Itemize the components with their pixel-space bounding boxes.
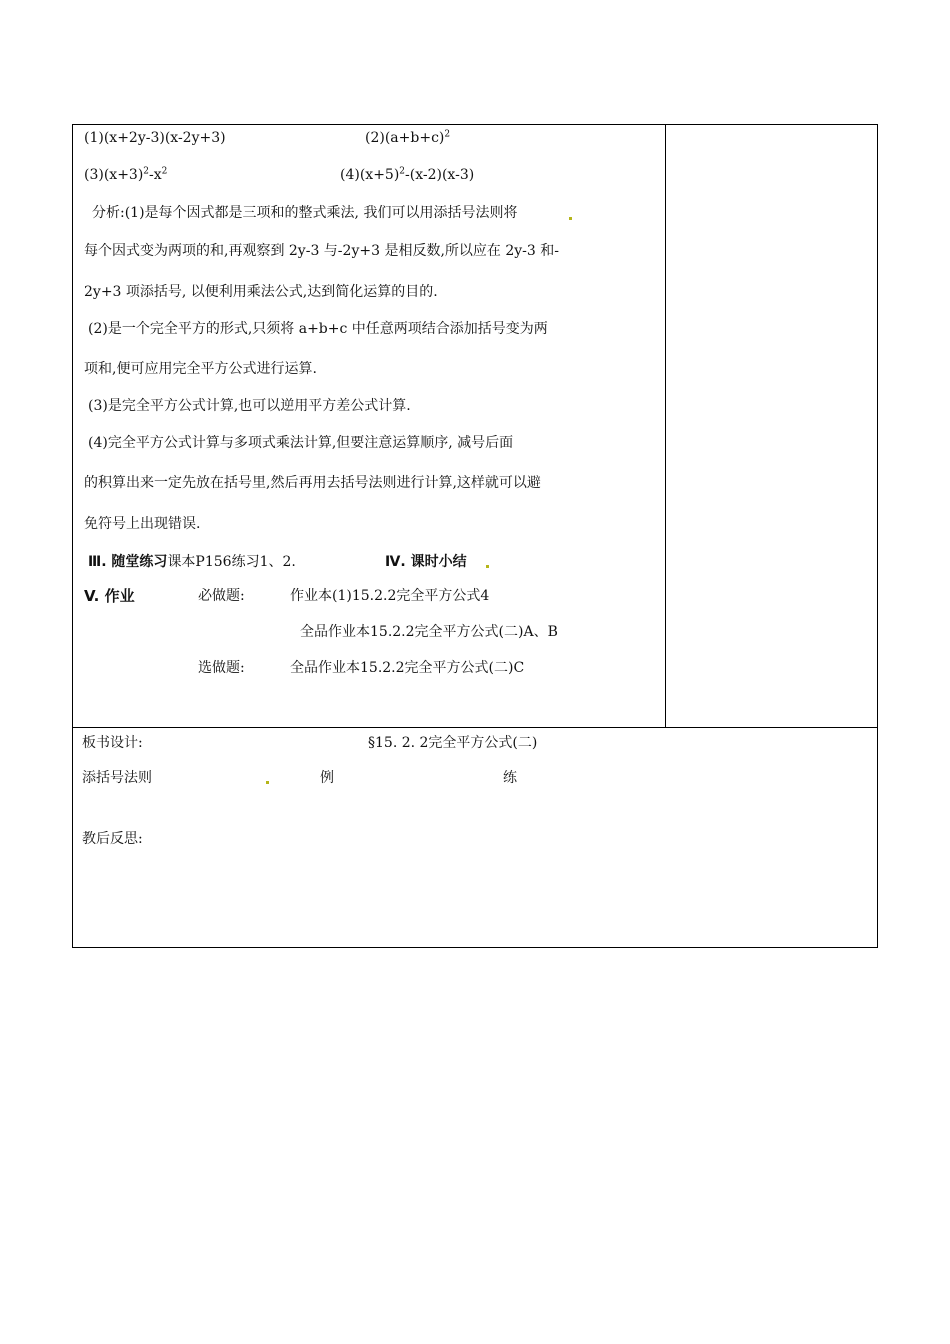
table-right-border	[877, 124, 878, 948]
column-divider	[665, 124, 666, 728]
analysis-line: 的积算出来一定先放在括号里,然后再用去括号法则进行计算,这样就可以避	[84, 475, 541, 491]
analysis-line: 免符号上出现错误.	[84, 516, 201, 532]
practice-text: 课本P156练习1、2.	[167, 554, 296, 570]
decorative-dot	[486, 565, 489, 568]
analysis-line: 每个因式变为两项的和,再观察到 2y-3 与-2y+3 是相反数,所以应在 2y-3 和-	[84, 243, 559, 259]
table-left-border	[72, 124, 73, 948]
table-bottom-border	[72, 947, 878, 948]
optional-label: 选做题:	[198, 660, 245, 676]
reflection-label: 教后反思:	[82, 831, 143, 847]
exercise-2: $(2)(a+b+c)^2$	[365, 129, 451, 146]
board-label: 板书设计:	[82, 735, 143, 751]
practice-line	[88, 553, 296, 571]
board-column-rules: 添括号法则	[82, 770, 152, 786]
board-title: §15. 2. 2完全平方公式(二)	[368, 735, 538, 751]
row-divider	[72, 727, 878, 728]
analysis-line: (4)完全平方公式计算与多项式乘法计算,但要注意运算顺序, 减号后面	[88, 435, 514, 451]
analysis-line: 分析:(1)是每个因式都是三项和的整式乘法, 我们可以用添括号法则将	[92, 205, 518, 221]
exercise-3: $(3)(x+3)^2-x^2$	[84, 166, 168, 183]
required-item: 全品作业本15.2.2完全平方公式(二)A、B	[300, 624, 558, 640]
exercise-1: (1)(x+2y-3)(x-2y+3)	[84, 130, 226, 146]
analysis-line: (3)是完全平方公式计算,也可以逆用平方差公式计算.	[88, 398, 411, 414]
required-item: 作业本(1)15.2.2完全平方公式4	[290, 588, 490, 604]
table-top-border	[72, 124, 878, 125]
homework-heading: V. 作业	[84, 587, 135, 605]
board-column-exercises: 练	[503, 770, 517, 786]
required-label: 必做题:	[198, 588, 245, 604]
exercise-4: $(4)(x+5)^2-(x-2)(x-3)$	[340, 166, 475, 183]
analysis-line: 项和,便可应用完全平方公式进行运算.	[84, 361, 317, 377]
decorative-dot	[569, 217, 572, 220]
practice-heading: Ⅲ. 随堂练习	[88, 554, 168, 570]
optional-item: 全品作业本15.2.2完全平方公式(二)C	[290, 660, 525, 676]
analysis-line: (2)是一个完全平方的形式,只须将 a+b+c 中任意两项结合添加括号变为两	[88, 321, 548, 337]
board-column-examples: 例	[320, 770, 334, 786]
decorative-dot	[266, 781, 269, 784]
analysis-line: 2y+3 项添括号, 以便利用乘法公式,达到简化运算的目的.	[84, 284, 438, 300]
summary-heading: Ⅳ. 课时小结	[385, 554, 467, 570]
